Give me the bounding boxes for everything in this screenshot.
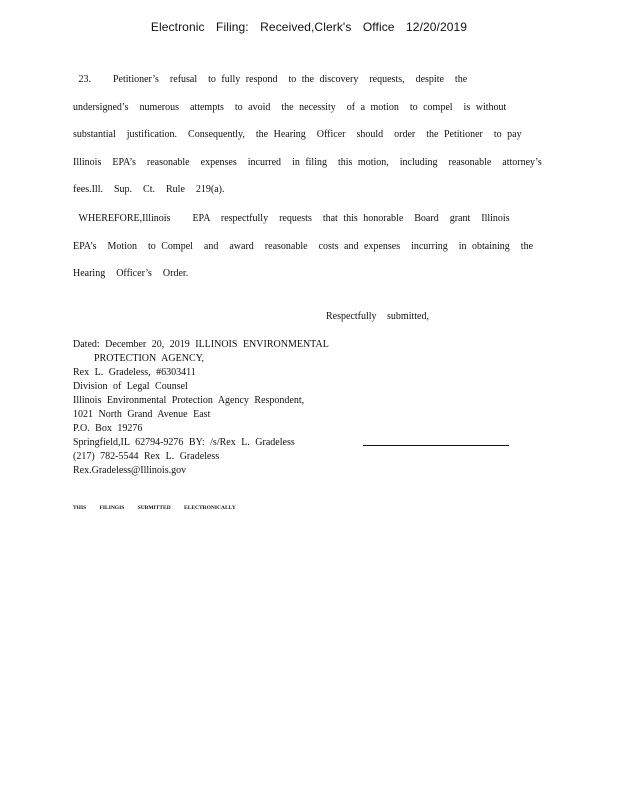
po-box-line: P.O. Box 19276	[73, 423, 143, 434]
attorney-line: Rex L. Gradeless, #6303411	[73, 367, 196, 378]
city-signature-line: Springfield,IL 62794-9276 BY: /s/Rex L. Gradeless	[73, 437, 295, 448]
respondent-line: Illinois Environmental Protection Agency Respondent,	[73, 395, 305, 406]
dated-line: Dated: December 20, 2019 ILLINOIS ENVIRONMENTAL	[73, 339, 329, 350]
electronic-filing-header: Electronic Filing: Received,Clerk's Office 12/20/2019	[150, 20, 468, 34]
email-line: Rex.Gradeless@Illinois.gov	[73, 465, 187, 476]
contact-block	[73, 338, 373, 478]
division-line: Division of Legal Counsel	[73, 381, 188, 392]
respectfully-submitted: Respectfully submitted,	[326, 311, 429, 322]
phone-line: (217) 782-5544 Rex L. Gradeless	[73, 451, 220, 462]
electronic-submission-note: THIS FILINGIS SUBMITTED ELECTRONICALLY	[73, 505, 236, 511]
wherefore-paragraph: WHEREFORE,Illinois EPA respectfully requests that this honorable Board grant Illinois EPA’s Motion to Compel and award reasonable costs and expenses incurring in obtaining the Hearing Officer’s Order.	[73, 213, 534, 280]
street-address-line: 1021 North Grand Avenue East	[73, 409, 211, 420]
signature-underline	[363, 445, 509, 446]
paragraph-23: 23. Petitioner’s refusal to fully respond to the discovery requests, despite the undersigned’s numerous attempts to avoid the necessity of a motion to compel is without substantial justification. Consequently, the Hearing Officer should order the Petitioner to pay Illinois EPA’s reasonable expenses incurred in filing this motion, including reasonable attorney’s fees.Ill. Sup. Ct. Rule 219(a).	[73, 74, 542, 196]
agency-line: PROTECTION AGENCY,	[94, 353, 205, 364]
